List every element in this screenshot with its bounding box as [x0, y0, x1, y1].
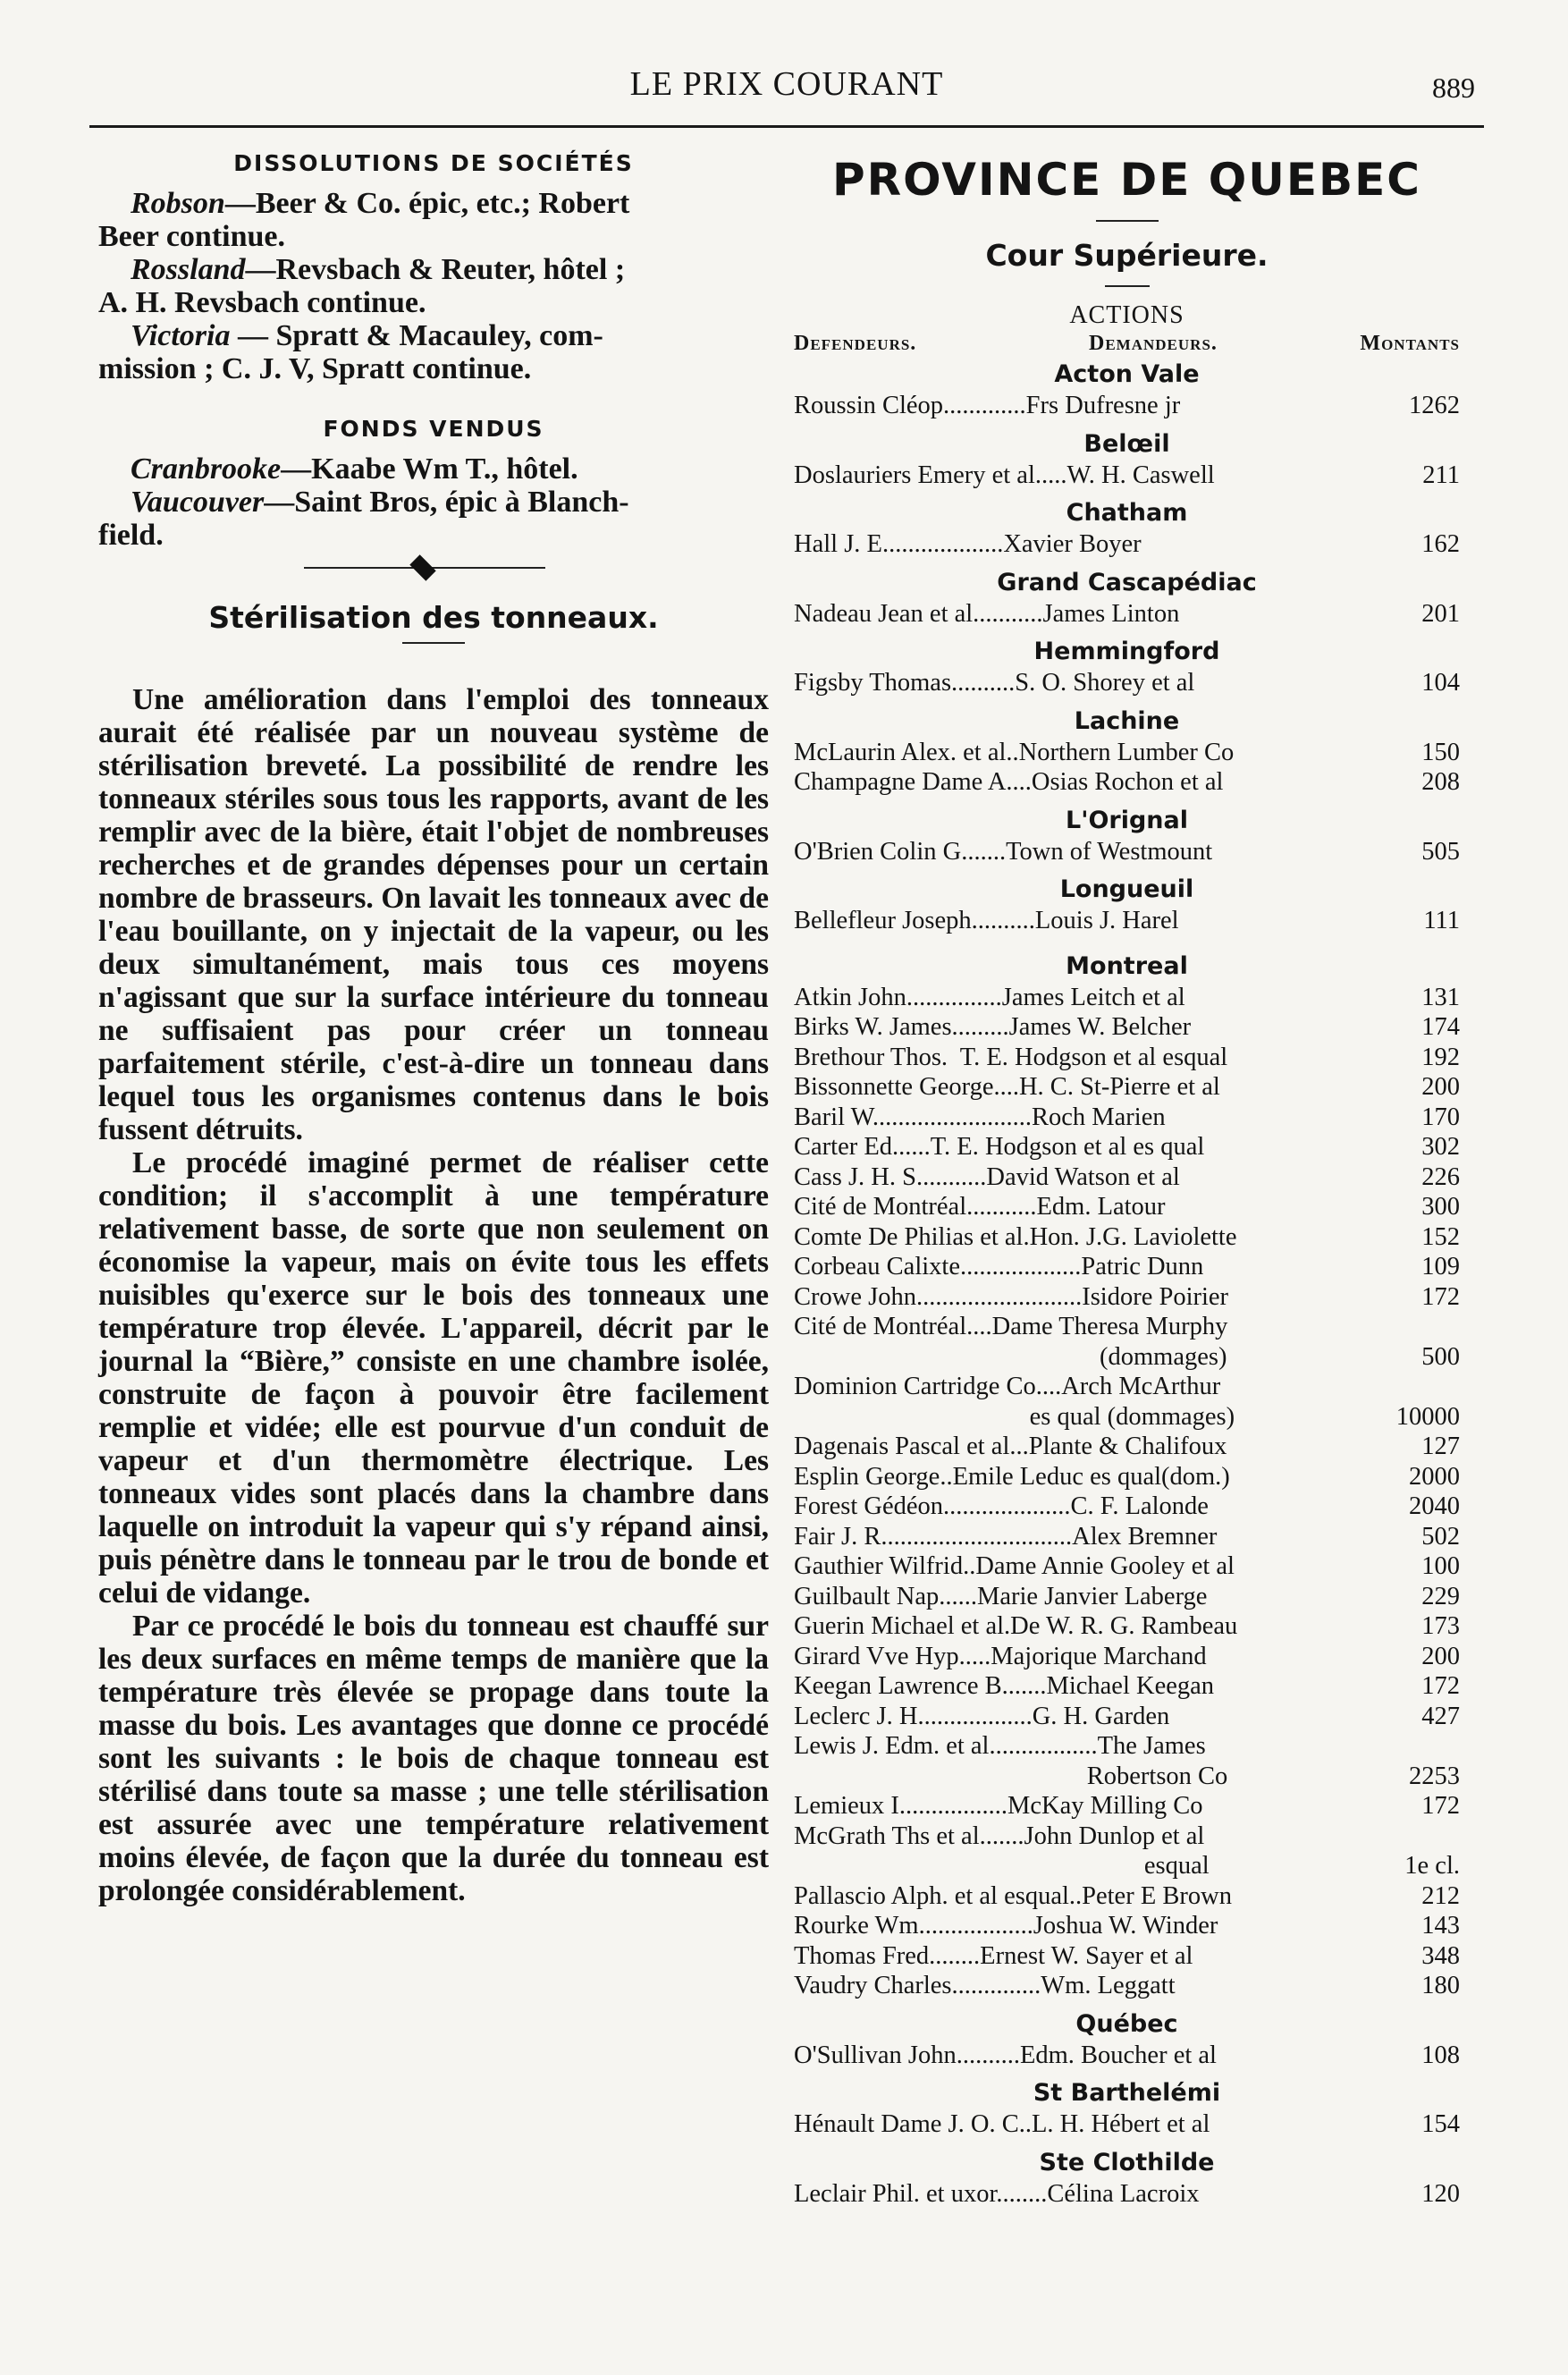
action-amount: 109 — [1421, 1253, 1460, 1280]
action-row — [794, 529, 1460, 560]
spacer — [794, 629, 1460, 636]
running-title: LE PRIX COURANT — [629, 65, 944, 103]
court-rule — [1105, 285, 1150, 287]
spacer — [794, 866, 1460, 874]
action-amount: 1e cl. — [1404, 1852, 1460, 1880]
action-row — [794, 1132, 1460, 1162]
action-row — [794, 1582, 1460, 1612]
action-amount: 208 — [1421, 768, 1460, 796]
page-header — [89, 61, 1484, 114]
action-parties: Doslauriers Emery et al.....W. H. Caswell — [794, 461, 1215, 489]
location-heading: L'Orignal — [1065, 806, 1189, 834]
notice-text: — Spratt & Macauley, com- — [230, 319, 603, 352]
action-row — [794, 1642, 1460, 1672]
action-amount: 10000 — [1395, 1402, 1460, 1431]
fonds-heading: FONDS VENDUS — [323, 416, 544, 442]
action-row — [794, 1103, 1460, 1133]
notice-first-line — [98, 187, 769, 220]
action-row — [794, 1043, 1460, 1073]
article-paragraph: Le procédé imaginé permet de réaliser cette condition; il s'accomplit à une température relativement basse, de sorte que non seulement on économise la vapeur, mais on évite tous les effets nuisibles qu'exerce sur le bois des tonneaux une température trop élevée. L'appareil, décrit par le journal la “Bière,” consiste en une chambre isolée, construite de façon à pouvoir être facilement remplie et vidée; elle est pourvue d'un conduit de vapeur et d'un thermomètre électrique. Les tonneaux vides sont placés dans la chambre dans laquelle on introduit la vapeur qui s'y répand ainsi, puis pénètre dans le tonneau par le trou de bonde et celui de vidange. — [98, 1146, 769, 1610]
notice-continuation: A. H. Revsbach continue. — [98, 286, 426, 319]
notice-text: —Saint Bros, épic à Blanch- — [264, 486, 629, 519]
spacer — [794, 798, 1460, 805]
location-heading: Longueuil — [1059, 875, 1194, 903]
action-parties: Vaudry Charles..............Wm. Leggatt — [794, 1972, 1176, 1999]
action-amount: 170 — [1421, 1103, 1460, 1131]
notice-text: —Revsbach & Reuter, hôtel ; — [245, 253, 626, 286]
notice-place: Vaucouver — [131, 486, 265, 519]
location-heading: Hemmingford — [1033, 638, 1220, 665]
column-headers — [794, 332, 1460, 359]
notice-first-line — [98, 486, 769, 519]
action-amount: 131 — [1421, 983, 1460, 1011]
action-row — [794, 1851, 1460, 1881]
action-amount: 192 — [1421, 1043, 1460, 1071]
action-row — [794, 2109, 1460, 2140]
location-heading: Acton Vale — [1054, 360, 1200, 388]
col-montants: Montants — [1360, 332, 1460, 355]
action-parties: es qual (dommages) — [794, 1402, 1235, 1431]
notice-place: Cranbrooke — [131, 452, 282, 486]
action-amount: 143 — [1421, 1912, 1460, 1940]
action-row — [794, 1282, 1460, 1313]
location-heading: Ste Clothilde — [1039, 2148, 1215, 2176]
action-parties: Carter Ed......T. E. Hodgson et al es qual — [794, 1133, 1205, 1161]
notice-place: Robson — [131, 187, 225, 220]
location-heading: Chatham — [1066, 499, 1188, 527]
action-row — [794, 1971, 1460, 2001]
action-row — [794, 599, 1460, 630]
action-row — [794, 1911, 1460, 1941]
action-parties: Corbeau Calixte...................Patric Dunn — [794, 1253, 1204, 1280]
action-amount: 152 — [1421, 1222, 1460, 1251]
action-parties: Cité de Montréal....Dame Theresa Murphy — [794, 1313, 1228, 1340]
spacer — [794, 421, 1460, 428]
location-heading: Grand Cascapédiac — [997, 568, 1257, 596]
action-row — [794, 738, 1460, 768]
action-amount: 172 — [1421, 1282, 1460, 1311]
location-heading: Québec — [1075, 2009, 1178, 2038]
action-amount: 201 — [1421, 599, 1460, 628]
action-row — [794, 1941, 1460, 1972]
action-parties: Cité de Montréal...........Edm. Latour — [794, 1193, 1166, 1221]
action-amount: 174 — [1421, 1013, 1460, 1041]
action-parties: (dommages) — [794, 1342, 1227, 1371]
action-row — [794, 1731, 1460, 1762]
action-amount: 100 — [1421, 1552, 1460, 1580]
action-parties: Brethour Thos. T. E. Hodgson et al esqual — [794, 1043, 1228, 1071]
action-amount: 104 — [1421, 669, 1460, 697]
notice-continuation: field. — [98, 519, 164, 552]
dissolutions-list — [98, 187, 769, 385]
spacer — [794, 2001, 1460, 2008]
action-row — [794, 1252, 1460, 1282]
action-row — [794, 1432, 1460, 1462]
province-rule — [1096, 220, 1159, 222]
page-number: 889 — [1432, 72, 1475, 104]
left-column — [98, 150, 769, 1907]
article-paragraph: Une amélioration dans l'emploi des tonneaux aurait été réalisée par un nouveau système de stérilisation breveté. La possibilité de rendre les tonneaux stériles sous tous les rapports, avant de les remplir avec de la bière, était l'objet de nombreuses recherches et de grandes dépenses pour un certain nombre de brasseurs. On lavait les tonneaux avec de l'eau bouillante, on y injectait de la vapeur, ou les deux simultanément, mais tous ces moyens n'agissant que sur la surface intérieure du tonneau ne suffisaient pas pour créer un tonneau parfaitement stérile, c'est-à-dire un tonneau dans lequel tous les organismes contenus dans le bois fussent détruits. — [98, 683, 769, 1146]
action-amount: 211 — [1422, 461, 1460, 489]
action-parties: Hall J. E...................Xavier Boyer — [794, 530, 1142, 558]
action-parties: Forest Gédéon....................C. F. Lalonde — [794, 1492, 1209, 1520]
court-heading: Cour Supérieure. — [985, 238, 1269, 273]
action-row — [794, 1522, 1460, 1552]
action-parties: Comte De Philias et al.Hon. J.G. Laviolette — [794, 1222, 1237, 1251]
notice-text: —Beer & Co. épic, etc.; Robert — [224, 187, 630, 220]
action-row — [794, 1821, 1460, 1852]
action-row — [794, 668, 1460, 698]
action-amount: 200 — [1421, 1642, 1460, 1670]
location-heading: St Barthelémi — [1033, 2079, 1221, 2107]
action-amount: 302 — [1421, 1133, 1460, 1161]
action-row — [794, 1012, 1460, 1043]
actions-list — [794, 359, 1460, 2216]
action-row — [794, 1372, 1460, 1402]
action-row — [794, 983, 1460, 1013]
spacer — [794, 936, 1460, 951]
article-body — [98, 683, 769, 1907]
action-amount: 173 — [1421, 1612, 1460, 1640]
action-row — [794, 1671, 1460, 1702]
action-amount: 300 — [1421, 1193, 1460, 1221]
fonds-entry — [98, 486, 769, 552]
header-rule — [89, 125, 1484, 128]
action-row — [794, 391, 1460, 421]
action-parties: Atkin John...............James Leitch et al — [794, 983, 1185, 1011]
action-row — [794, 1462, 1460, 1492]
action-parties: Roussin Cléop.............Frs Dufresne jr — [794, 392, 1181, 419]
notice-place: Victoria — [131, 319, 231, 352]
action-parties: O'Brien Colin G.......Town of Westmount — [794, 837, 1213, 866]
action-parties: Bellefleur Joseph..........Louis J. Harel — [794, 907, 1179, 934]
action-row — [794, 2041, 1460, 2071]
action-row — [794, 1312, 1460, 1342]
action-parties: Dominion Cartridge Co....Arch McArthur — [794, 1373, 1221, 1400]
action-amount: 108 — [1421, 2041, 1460, 2069]
action-parties: Lemieux I.................McKay Milling Co — [794, 1792, 1203, 1820]
action-parties: Guerin Michael et al.De W. R. G. Rambeau — [794, 1612, 1238, 1640]
action-row — [794, 1222, 1460, 1253]
action-amount: 2253 — [1409, 1762, 1460, 1790]
action-row — [794, 1402, 1460, 1433]
action-row — [794, 1791, 1460, 1821]
action-amount: 505 — [1421, 837, 1460, 866]
action-row — [794, 837, 1460, 867]
action-parties: McLaurin Alex. et al..Northern Lumber Co — [794, 738, 1235, 766]
action-amount — [1381, 1312, 1460, 1342]
action-row — [794, 1492, 1460, 1522]
action-row — [794, 1192, 1460, 1222]
action-parties: O'Sullivan John..........Edm. Boucher et al — [794, 2041, 1217, 2069]
action-row — [794, 2179, 1460, 2210]
spacer — [794, 560, 1460, 567]
action-amount: 111 — [1423, 907, 1460, 934]
location-heading: Belœil — [1083, 429, 1170, 458]
action-row — [794, 906, 1460, 936]
notice-first-line — [98, 319, 769, 352]
dissolutions-heading: DISSOLUTIONS DE SOCIÉTÉS — [233, 150, 634, 176]
action-parties: Bissonnette George....H. C. St-Pierre et al — [794, 1073, 1220, 1101]
action-amount: 226 — [1421, 1162, 1460, 1191]
notice-text: —Kaabe Wm T., hôtel. — [281, 452, 578, 486]
col-demandeurs: Demandeurs. — [1089, 332, 1218, 355]
spacer — [794, 2140, 1460, 2147]
action-row — [794, 1342, 1460, 1373]
action-parties: Pallascio Alph. et al esqual..Peter E Brown — [794, 1881, 1232, 1910]
fonds-list — [98, 452, 769, 552]
action-amount: 500 — [1421, 1342, 1460, 1371]
action-amount: 127 — [1421, 1433, 1460, 1460]
action-parties: Guilbault Nap......Marie Janvier Laberge — [794, 1582, 1208, 1610]
notice-first-line — [98, 452, 769, 486]
title-rule — [402, 642, 465, 644]
action-parties: Hénault Dame J. O. C..L. H. Hébert et al — [794, 2110, 1210, 2138]
action-parties: Rourke Wm..................Joshua W. Winder — [794, 1912, 1218, 1940]
action-amount — [1381, 1372, 1460, 1402]
spacer — [794, 2070, 1460, 2077]
action-amount — [1381, 1821, 1460, 1852]
notice-place: Rossland — [131, 253, 246, 286]
action-parties: Cass J. H. S...........David Watson et al — [794, 1162, 1180, 1191]
article-title: Stérilisation des tonneaux. — [208, 600, 659, 635]
action-amount: 200 — [1421, 1073, 1460, 1101]
action-row — [794, 1702, 1460, 1732]
action-parties: Fair J. R..............................Alex Bremner — [794, 1522, 1218, 1551]
fonds-entry — [98, 452, 769, 486]
action-parties: Leclerc J. H..................G. H. Garden — [794, 1702, 1170, 1730]
action-amount: 348 — [1421, 1941, 1460, 1970]
action-amount: 229 — [1421, 1582, 1460, 1610]
action-parties: Lewis J. Edm. et al.................The James — [794, 1732, 1206, 1760]
notice-continuation: mission ; C. J. V, Spratt continue. — [98, 352, 532, 385]
action-parties: Thomas Fred........Ernest W. Sayer et al — [794, 1941, 1193, 1970]
action-parties: Leclair Phil. et uxor........Célina Lacroix — [794, 2179, 1200, 2208]
action-row — [794, 1762, 1460, 1792]
action-row — [794, 767, 1460, 798]
action-amount: 172 — [1421, 1792, 1460, 1820]
action-parties: Esplin George..Emile Leduc es qual(dom.) — [794, 1462, 1230, 1491]
dissolution-entry — [98, 187, 769, 253]
location-heading: Lachine — [1074, 706, 1180, 735]
action-row — [794, 461, 1460, 491]
action-parties: Keegan Lawrence B.......Michael Keegan — [794, 1672, 1215, 1700]
action-amount: 427 — [1421, 1702, 1460, 1730]
action-parties: Gauthier Wilfrid..Dame Annie Gooley et al — [794, 1552, 1235, 1580]
spacer — [794, 698, 1460, 706]
action-parties: Baril W.........................Roch Marien — [794, 1103, 1166, 1131]
actions-heading: ACTIONS — [1069, 301, 1184, 329]
action-amount: 2000 — [1409, 1462, 1460, 1491]
notice-first-line — [98, 253, 769, 286]
article-paragraph: Par ce procédé le bois du tonneau est chauffé sur les deux surfaces en même temps de manière que la température très élevée se propage dans toute la masse du bois. Les avantages que donne ce procédé sont les suivants : le bois de chaque tonneau est stérilisé dans toute sa masse ; une telle stérilisation est assurée avec une température relativement moins élevée, de façon que la durée du tonneau est prolongée considérablement. — [98, 1610, 769, 1907]
action-parties: Dagenais Pascal et al...Plante & Chalifoux — [794, 1433, 1227, 1460]
action-row — [794, 1162, 1460, 1193]
action-amount: 2040 — [1409, 1492, 1460, 1520]
spacer — [794, 490, 1460, 497]
action-parties: Girard Vve Hyp.....Majorique Marchand — [794, 1642, 1207, 1670]
col-defendeurs: Defendeurs. — [794, 332, 917, 355]
action-amount: 1262 — [1409, 392, 1460, 419]
action-amount: 172 — [1421, 1672, 1460, 1700]
action-parties: Birks W. James.........James W. Belcher — [794, 1013, 1192, 1041]
action-parties: Figsby Thomas..........S. O. Shorey et al — [794, 669, 1195, 697]
notice-continuation: Beer continue. — [98, 220, 286, 253]
dissolution-entry — [98, 319, 769, 385]
action-parties: Crowe John..........................Isidore Poirier — [794, 1282, 1229, 1311]
action-amount: 150 — [1421, 738, 1460, 766]
action-amount: 212 — [1421, 1881, 1460, 1910]
action-parties: McGrath Ths et al.......John Dunlop et al — [794, 1821, 1205, 1850]
right-column — [794, 150, 1460, 2216]
action-parties: esqual — [794, 1852, 1210, 1880]
action-amount — [1381, 1731, 1460, 1762]
action-amount: 154 — [1421, 2110, 1460, 2138]
action-row — [794, 1611, 1460, 1642]
action-amount: 502 — [1421, 1522, 1460, 1551]
spacer — [794, 2209, 1460, 2216]
action-row — [794, 1881, 1460, 1912]
action-parties: Robertson Co — [794, 1762, 1228, 1790]
action-parties: Champagne Dame A....Osias Rochon et al — [794, 768, 1224, 796]
action-amount: 120 — [1421, 2179, 1460, 2208]
action-parties: Nadeau Jean et al...........James Linton — [794, 599, 1180, 628]
action-amount: 180 — [1421, 1972, 1460, 1999]
location-heading: Montreal — [1066, 951, 1188, 980]
action-row — [794, 1551, 1460, 1582]
province-heading: PROVINCE DE QUEBEC — [832, 154, 1421, 206]
action-amount: 162 — [1421, 530, 1460, 558]
action-row — [794, 1072, 1460, 1103]
dissolution-entry — [98, 253, 769, 319]
ornament-divider — [98, 552, 769, 584]
